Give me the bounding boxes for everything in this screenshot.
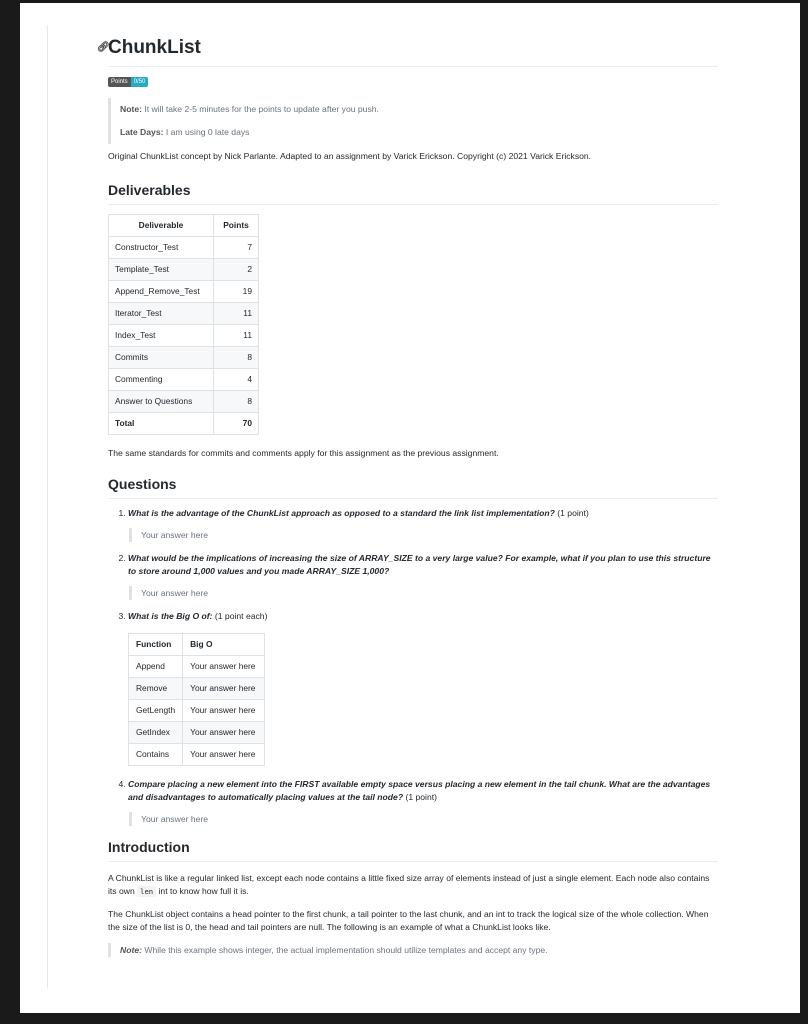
deliverable-points: 11 [214, 303, 259, 325]
question-item [128, 778, 718, 826]
table-row [109, 369, 259, 391]
table-row [129, 656, 265, 678]
points-column-header: Points [214, 215, 259, 237]
intro-text: int to know how full it is. [158, 886, 249, 896]
table-row [109, 325, 259, 347]
question-item [128, 552, 718, 600]
function-name: Append [129, 656, 183, 678]
answer-placeholder: Your answer here [129, 586, 718, 600]
table-row [129, 678, 265, 700]
big-o-answer: Your answer here [183, 656, 265, 678]
intro-paragraph-2: The ChunkList object contains a head pointer to the first chunk, a tail pointer to the last chunk, and an int to track the logical size of the whole collection. When the size of the list is 0, the head and tail pointers are null. The following is an example of what a ChunkList looks like. [108, 909, 709, 932]
table-row [129, 744, 265, 766]
table-row [109, 237, 259, 259]
function-name: Contains [129, 744, 183, 766]
deliverable-points: 4 [214, 369, 259, 391]
total-label: Total [109, 413, 214, 435]
big-o-answer: Your answer here [183, 744, 265, 766]
deliverable-name: Commits [109, 347, 214, 369]
function-name: GetIndex [129, 722, 183, 744]
deliverables-table [108, 214, 259, 435]
questions-heading: Questions [108, 474, 718, 499]
function-column-header: Function [129, 634, 183, 656]
deliverable-points: 8 [214, 391, 259, 413]
points-badge-label: Points [108, 77, 131, 87]
deliverable-name: Answer to Questions [109, 391, 214, 413]
table-row [129, 722, 265, 744]
table-row [109, 281, 259, 303]
big-o-answer: Your answer here [183, 678, 265, 700]
deliverable-points: 7 [214, 237, 259, 259]
page-title [97, 33, 718, 67]
deliverable-points: 2 [214, 259, 259, 281]
deliverable-name: Append_Remove_Test [109, 281, 214, 303]
readme-content [97, 33, 718, 957]
page-title-text: ChunkList [108, 37, 201, 58]
deliverable-points: 8 [214, 347, 259, 369]
function-name: GetLength [129, 700, 183, 722]
big-o-answer: Your answer here [183, 700, 265, 722]
big-o-table [128, 633, 265, 766]
table-row-total [109, 413, 259, 435]
question-points: (1 point) [405, 792, 437, 802]
left-rail [47, 25, 48, 988]
intro-note-label: Note: [120, 945, 142, 955]
big-o-answer: Your answer here [183, 722, 265, 744]
deliverable-name: Commenting [109, 369, 214, 391]
intro-paragraph-1 [108, 872, 718, 898]
deliverable-name: Template_Test [109, 259, 214, 281]
question-text: What would be the implications of increasing the size of ARRAY_SIZE to a very large value? For example, what if you plan to use this structure to store around 1,000 values and you made ARRAY_SIZE 1,000? [128, 553, 711, 576]
question-text: What is the Big O of: [128, 611, 213, 621]
credit-text: Original ChunkList concept by Nick Parlante. Adapted to an assignment by Varick Erickson. Copyright (c) 2021 Varick Erickson. [108, 151, 592, 161]
introduction-heading: Introduction [108, 837, 718, 862]
late-days-line [120, 121, 718, 144]
deliverable-name: Index_Test [109, 325, 214, 347]
question-text: What is the advantage of the ChunkList approach as opposed to a standard the link list implementation? [128, 508, 555, 518]
len-code: len [137, 886, 156, 897]
points-badge[interactable] [108, 77, 148, 87]
function-name: Remove [129, 678, 183, 700]
deliverable-name: Constructor_Test [109, 237, 214, 259]
intro-text: A ChunkList is like a regular linked list, except each node contains a little fixed size array of elements instead of just a single element. Each node also contains its own [108, 873, 710, 896]
intro-note-text: While this example shows integer, the actual implementation should utilize templates and accept any type. [144, 945, 548, 955]
question-item [128, 610, 718, 766]
deliverable-column-header: Deliverable [109, 215, 214, 237]
late-days-label: Late Days: [120, 127, 164, 137]
question-points: (1 point each) [214, 611, 268, 621]
table-row [129, 700, 265, 722]
deliverable-points: 19 [214, 281, 259, 303]
answer-placeholder: Your answer here [129, 812, 718, 826]
table-row [109, 303, 259, 325]
table-row [109, 347, 259, 369]
standards-text: The same standards for commits and comments apply for this assignment as the previous assignment. [108, 448, 499, 458]
deliverable-name: Iterator_Test [109, 303, 214, 325]
intro-note [108, 943, 718, 957]
late-days-text: I am using 0 late days [165, 127, 250, 137]
deliverables-heading: Deliverables [108, 180, 718, 205]
question-item [128, 507, 718, 542]
total-points: 70 [214, 413, 259, 435]
link-icon[interactable]: 🔗︎ [97, 42, 110, 53]
table-row [109, 259, 259, 281]
big-o-column-header: Big O [183, 634, 265, 656]
question-points: (1 point) [557, 508, 589, 518]
table-row [109, 391, 259, 413]
points-badge-value: 0/50 [131, 77, 149, 87]
question-text: Compare placing a new element into the FIRST available empty space versus placing a new element in the tail chunk. What are the advantages and disadvantages to automatically placing values at the tail node? [128, 779, 711, 802]
note-text: It will take 2-5 minutes for the points to update after you push. [144, 104, 379, 114]
note-label: Note: [120, 104, 142, 114]
note-line [120, 98, 718, 121]
note-blockquote [108, 98, 718, 144]
questions-list [108, 507, 718, 826]
deliverable-points: 11 [214, 325, 259, 347]
answer-placeholder: Your answer here [129, 528, 718, 542]
document-page [20, 3, 800, 1013]
